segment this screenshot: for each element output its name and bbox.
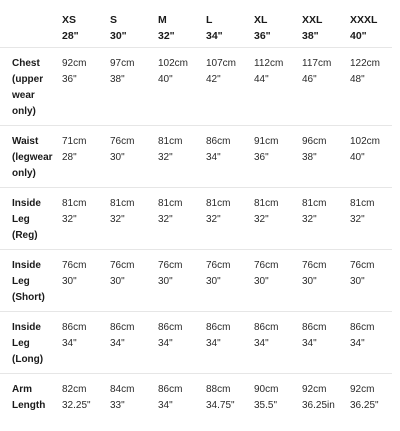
measurement-inches: 32" — [62, 214, 77, 225]
table-row — [0, 48, 392, 126]
measurement-inches: 34" — [350, 338, 365, 349]
row-label-line: wear — [12, 90, 35, 101]
table-row — [0, 188, 392, 250]
size-code: S — [110, 14, 118, 26]
measurement-cm: 88cm — [206, 384, 231, 395]
measurement-cm: 86cm — [350, 322, 375, 333]
measurement-cm: 97cm — [110, 58, 135, 69]
row-label — [12, 196, 58, 244]
measurement-inches: 30" — [110, 152, 125, 163]
measurement-cell — [110, 258, 134, 290]
row-label-line: (Reg) — [12, 230, 38, 241]
measurement-cell — [62, 382, 91, 414]
size-header-l — [206, 12, 223, 44]
size-inches: 40" — [350, 30, 367, 42]
row-label-line: Arm — [12, 384, 33, 395]
size-header-s — [110, 12, 127, 44]
measurement-inches: 40" — [158, 74, 173, 85]
measurement-inches: 34" — [206, 152, 221, 163]
measurement-inches: 30" — [206, 276, 221, 287]
measurement-cell — [62, 258, 86, 290]
row-label-line: only) — [12, 106, 36, 117]
measurement-cm: 86cm — [62, 322, 87, 333]
measurement-cell — [62, 196, 86, 228]
measurement-cm: 81cm — [302, 198, 327, 209]
row-label-line: (Short) — [12, 292, 45, 303]
measurement-cell — [206, 320, 230, 352]
measurement-inches: 34.75" — [206, 400, 235, 411]
size-header-xs — [62, 12, 79, 44]
measurement-cm: 81cm — [158, 136, 183, 147]
measurement-cm: 102cm — [350, 136, 381, 147]
measurement-inches: 40" — [350, 152, 365, 163]
measurement-inches: 35.5" — [254, 400, 278, 411]
size-code: M — [158, 14, 167, 26]
measurement-cm: 71cm — [62, 136, 87, 147]
measurement-inches: 48" — [350, 74, 365, 85]
measurement-cell — [206, 258, 230, 290]
size-code: XXXL — [350, 14, 378, 26]
measurement-cell — [302, 56, 331, 88]
measurement-cm: 76cm — [206, 260, 231, 271]
measurement-cm: 76cm — [110, 136, 135, 147]
row-label — [12, 134, 58, 182]
measurement-cm: 102cm — [158, 58, 189, 69]
row-label-line: Inside — [12, 260, 41, 271]
measurement-inches: 44" — [254, 74, 269, 85]
measurement-cell — [350, 56, 380, 88]
measurement-inches: 30" — [110, 276, 125, 287]
measurement-cm: 92cm — [62, 58, 87, 69]
measurement-cm: 122cm — [350, 58, 381, 69]
measurement-cell — [302, 320, 326, 352]
row-label — [12, 258, 58, 306]
measurement-cm: 81cm — [350, 198, 375, 209]
measurement-cm: 91cm — [254, 136, 279, 147]
size-code: XS — [62, 14, 77, 26]
row-label-line: Leg — [12, 338, 30, 349]
measurement-cell — [350, 258, 374, 290]
measurement-inches: 32.25" — [62, 400, 91, 411]
measurement-cm: 76cm — [254, 260, 279, 271]
measurement-cell — [110, 382, 134, 414]
measurement-inches: 32" — [158, 214, 173, 225]
size-header-xxl — [302, 12, 322, 44]
size-header-xl — [254, 12, 271, 44]
measurement-cm: 86cm — [110, 322, 135, 333]
measurement-cm: 117cm — [302, 58, 332, 69]
measurement-inches: 36.25in — [302, 400, 335, 411]
measurement-cm: 82cm — [62, 384, 87, 395]
measurement-cell — [206, 134, 230, 166]
row-label — [12, 56, 58, 120]
measurement-inches: 30" — [254, 276, 269, 287]
measurement-inches: 36" — [254, 152, 269, 163]
measurement-cell — [62, 320, 86, 352]
measurement-cm: 112cm — [254, 58, 284, 69]
measurement-cm: 86cm — [206, 136, 231, 147]
measurement-cell — [254, 134, 278, 166]
measurement-cell — [254, 382, 278, 414]
measurement-cm: 86cm — [158, 322, 183, 333]
size-inches: 36" — [254, 30, 271, 42]
measurement-cell — [254, 320, 278, 352]
measurement-inches: 46" — [302, 74, 317, 85]
size-inches: 32" — [158, 30, 175, 42]
measurement-inches: 32" — [110, 214, 125, 225]
measurement-cm: 86cm — [302, 322, 327, 333]
measurement-inches: 30" — [302, 276, 317, 287]
measurement-inches: 30" — [62, 276, 77, 287]
measurement-cm: 76cm — [158, 260, 183, 271]
measurement-cell — [158, 320, 182, 352]
size-header-xxxl — [350, 12, 377, 44]
measurement-cm: 76cm — [62, 260, 87, 271]
measurement-inches: 34" — [110, 338, 125, 349]
measurement-inches: 30" — [350, 276, 365, 287]
measurement-cell — [62, 56, 86, 88]
measurement-inches: 34" — [62, 338, 77, 349]
measurement-cm: 81cm — [158, 198, 183, 209]
row-label-line: Inside — [12, 322, 41, 333]
measurement-cell — [350, 382, 379, 414]
measurement-inches: 38" — [302, 152, 317, 163]
measurement-cell — [254, 56, 283, 88]
row-label-line: Inside — [12, 198, 41, 209]
measurement-cell — [206, 382, 235, 414]
measurement-inches: 36" — [62, 74, 77, 85]
measurement-inches: 32" — [158, 152, 173, 163]
measurement-cell — [158, 382, 182, 414]
measurement-cm: 81cm — [254, 198, 279, 209]
size-inches: 28" — [62, 30, 79, 42]
size-code: XL — [254, 14, 268, 26]
measurement-cell — [302, 196, 326, 228]
measurement-cm: 76cm — [110, 260, 135, 271]
measurement-inches: 34" — [254, 338, 269, 349]
measurement-cell — [302, 134, 326, 166]
table-row — [0, 126, 392, 188]
measurement-inches: 38" — [110, 74, 125, 85]
measurement-inches: 28" — [62, 152, 77, 163]
measurement-inches: 34" — [302, 338, 317, 349]
header-row — [0, 0, 392, 48]
measurement-inches: 34" — [158, 400, 173, 411]
measurement-inches: 34" — [206, 338, 221, 349]
measurement-cell — [206, 56, 236, 88]
measurement-inches: 32" — [302, 214, 317, 225]
measurement-cell — [158, 134, 182, 166]
size-code: XXL — [302, 14, 323, 26]
measurement-cell — [110, 320, 134, 352]
row-label-line: (Long) — [12, 354, 44, 365]
size-code: L — [206, 14, 213, 26]
measurement-inches: 32" — [254, 214, 269, 225]
measurement-cell — [110, 56, 134, 88]
measurement-inches: 33" — [110, 400, 125, 411]
measurement-inches: 36.25" — [350, 400, 379, 411]
row-label-line: (upper — [12, 74, 44, 85]
measurement-cell — [302, 258, 326, 290]
measurement-cm: 90cm — [254, 384, 279, 395]
size-inches: 30" — [110, 30, 127, 42]
measurement-cell — [158, 56, 188, 88]
row-label-line: Leg — [12, 276, 30, 287]
measurement-cm: 81cm — [110, 198, 135, 209]
measurement-cm: 81cm — [62, 198, 87, 209]
size-inches: 38" — [302, 30, 319, 42]
measurement-cm: 76cm — [302, 260, 327, 271]
measurement-cell — [206, 196, 230, 228]
row-label-line: Chest — [12, 58, 40, 69]
measurement-cell — [110, 196, 134, 228]
measurement-cell — [254, 258, 278, 290]
measurement-cm: 76cm — [350, 260, 375, 271]
measurement-cell — [158, 258, 182, 290]
row-label — [12, 320, 58, 368]
measurement-inches: 42" — [206, 74, 221, 85]
measurement-inches: 32" — [206, 214, 221, 225]
row-label-line: Leg — [12, 214, 30, 225]
measurement-inches: 34" — [158, 338, 173, 349]
row-label-line: Waist — [12, 136, 39, 147]
measurement-cm: 107cm — [206, 58, 237, 69]
size-inches: 34" — [206, 30, 223, 42]
table-row — [0, 250, 392, 312]
measurement-cell — [350, 320, 374, 352]
measurement-cell — [254, 196, 278, 228]
measurement-cell — [110, 134, 134, 166]
table-row — [0, 312, 392, 374]
row-label-line: (legwear — [12, 152, 53, 163]
measurement-cell — [158, 196, 182, 228]
row-label-line: Length — [12, 400, 46, 411]
measurement-cm: 86cm — [158, 384, 183, 395]
measurement-cell — [350, 196, 374, 228]
row-label — [12, 382, 58, 414]
measurement-cm: 86cm — [206, 322, 231, 333]
measurement-cm: 86cm — [254, 322, 279, 333]
measurement-cm: 96cm — [302, 136, 327, 147]
measurement-cm: 92cm — [350, 384, 375, 395]
measurement-cell — [62, 134, 86, 166]
measurement-cm: 92cm — [302, 384, 327, 395]
size-header-m — [158, 12, 175, 44]
measurement-cell — [350, 134, 380, 166]
measurement-cell — [302, 382, 335, 414]
measurement-cm: 81cm — [206, 198, 231, 209]
measurement-cm: 84cm — [110, 384, 135, 395]
measurement-inches: 32" — [350, 214, 365, 225]
row-label-line: only) — [12, 168, 36, 179]
measurement-inches: 30" — [158, 276, 173, 287]
